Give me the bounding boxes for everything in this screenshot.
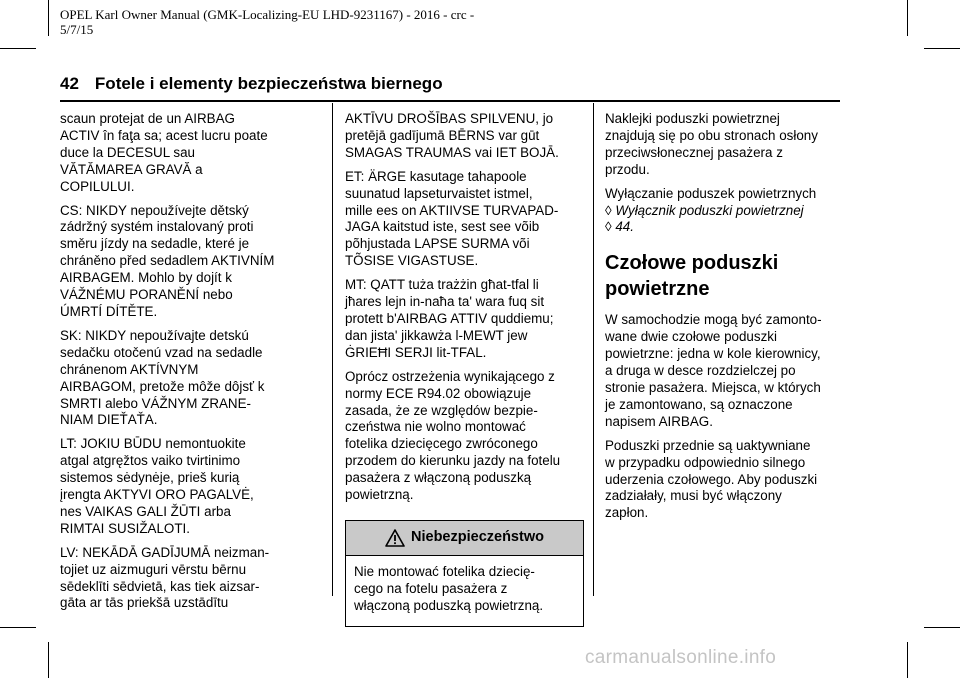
paragraph: scaun protejat de un AIRBAG ACTIV în faţa sa; acest lucru poate duce la DECESUL sau VĂTĂMAREA GRAVĂ a COPILULUI. xyxy=(60,111,268,194)
paragraph: AKTĪVU DROŠĪBAS SPILVENU, jo pretējā gadījumā BĒRNS var gūt SMAGAS TRAUMAS vai IET BOJĀ. xyxy=(345,111,559,160)
column-1 xyxy=(60,111,332,619)
column-divider xyxy=(593,103,594,596)
crop-mark xyxy=(0,48,36,49)
paragraph: Oprócz ostrzeżenia wynikającego z normy ECE R94.02 obowiązuje zasada, że ze względów bezpie- czeństwa nie wolno montować fotelika dziecięcego zwróconego przodem do kierunku jazdy na fotelu pasażera z włączoną poduszką powietrzną. xyxy=(345,368,561,503)
crop-mark xyxy=(924,627,960,628)
section-heading: Czołowe poduszki powietrzne xyxy=(605,252,779,301)
warning-triangle-icon xyxy=(385,529,405,547)
crop-mark xyxy=(907,642,908,678)
crop-mark xyxy=(924,48,960,49)
document-info: OPEL Karl Owner Manual (GMK-Localizing-EU LHD-9231167) - 2016 - crc - 5/7/15 xyxy=(60,7,475,37)
cross-reference-page[interactable]: 44. xyxy=(615,219,634,235)
paragraph: MT: QATT tuża trażżin għat-tfal li jħares lejn in-naħa ta' wara fuq sit protett b'AIRBAG ATTIV quddiemu; dan jista' jikkawża l-MEWT jew ĠRIEĦI SERJI lit-TFAL. xyxy=(345,277,554,360)
paragraph: LV: NEKĀDĀ GADĪJUMĀ neizman- tojiet uz aizmuguri vērstu bērnu sēdeklīti sēdvietā, kas tiek aizsar- gāta ar tās priekšā uzstādītu xyxy=(60,544,270,611)
crop-mark xyxy=(48,0,49,36)
page-header xyxy=(60,74,443,94)
reference-arrow-icon: ◊ xyxy=(605,202,612,218)
header-rule xyxy=(60,100,840,102)
paragraph: Poduszki przednie są uaktywniane w przypadku odpowiednio silnego uderzenia czołowego. Aby poduszki zadziałały, musi być włączony zapłon. xyxy=(605,437,818,521)
danger-title: Niebezpieczeństwo xyxy=(411,529,544,546)
watermark: carmanualsonline.info xyxy=(585,647,777,668)
paragraph: CS: NIKDY nepoužívejte dětský zádržný systém instalovaný proti směru jízdy na sedadle, které je chráněno před sedadlem AKTIVNÍM AIRBAGEM. Mohlo by dojít k VÁŽNÉMU PORANĚNÍ nebo ÚMRTÍ DÍTĚTE. xyxy=(60,202,275,319)
column-divider xyxy=(332,103,333,596)
paragraph: LT: JOKIU BŪDU nemontuokite atgal atgręžtos vaiko tvirtinimo sistemos sėdynėje, prieš kurią įrengta AKTYVI ORO PAGALVĖ, nes VAIKAS GALI ŽŪTI arba RIMTAI SUSIŽALOTI. xyxy=(60,436,254,536)
paragraph-with-reference xyxy=(605,186,849,237)
column-2 xyxy=(345,111,593,627)
reference-arrow-icon: ◊ xyxy=(605,219,612,235)
danger-box xyxy=(345,520,584,627)
crop-mark xyxy=(0,627,36,628)
paragraph: W samochodzie mogą być zamonto- wane dwie czołowe poduszki powietrzne: jedna w kole kierownicy, a druga w desce rozdzielczej po stronie pasażera. Miejsca, w których je zamontowano, są oznaczone napisem AIRBAG. xyxy=(605,312,822,429)
danger-body: Nie montować fotelika dziecię- cego na fotelu pasażera z włączoną poduszką powietrzną. xyxy=(354,563,544,613)
paragraph: ET: ÄRGE kasutage tahapoole suunatud lapseturvaistet istmel, mille ees on AKTIIVSE TURVAPAD- JAGA kaitstud iste, sest see võib põhjustada LAPSE SURMA või TÕSISE VIGASTUSE. xyxy=(345,168,559,269)
column-3 xyxy=(605,111,849,529)
paragraph-text: Wyłączanie poduszek powietrznych xyxy=(605,185,817,201)
paragraph: Naklejki poduszki powietrznej znajdują się po obu stronach osłony przeciwsłonecznej pasażera z przodu. xyxy=(605,111,818,177)
page-title: Fotele i elementy bezpieczeństwa biernego xyxy=(94,74,443,93)
crop-mark xyxy=(907,0,908,36)
danger-header xyxy=(346,521,583,556)
crop-mark xyxy=(48,642,49,678)
cross-reference-link[interactable]: Wyłącznik poduszki powietrznej xyxy=(615,202,804,218)
paragraph: SK: NIKDY nepoužívajte detskú sedačku otočenú vzad na sedadle chránenom AKTÍVNYM AIRBAGOM, pretože môže dôjsť k SMRTI alebo VÁŽNYM ZRANE- NIAM DIEŤAŤA. xyxy=(60,327,265,428)
page-number: 42 xyxy=(60,74,79,93)
